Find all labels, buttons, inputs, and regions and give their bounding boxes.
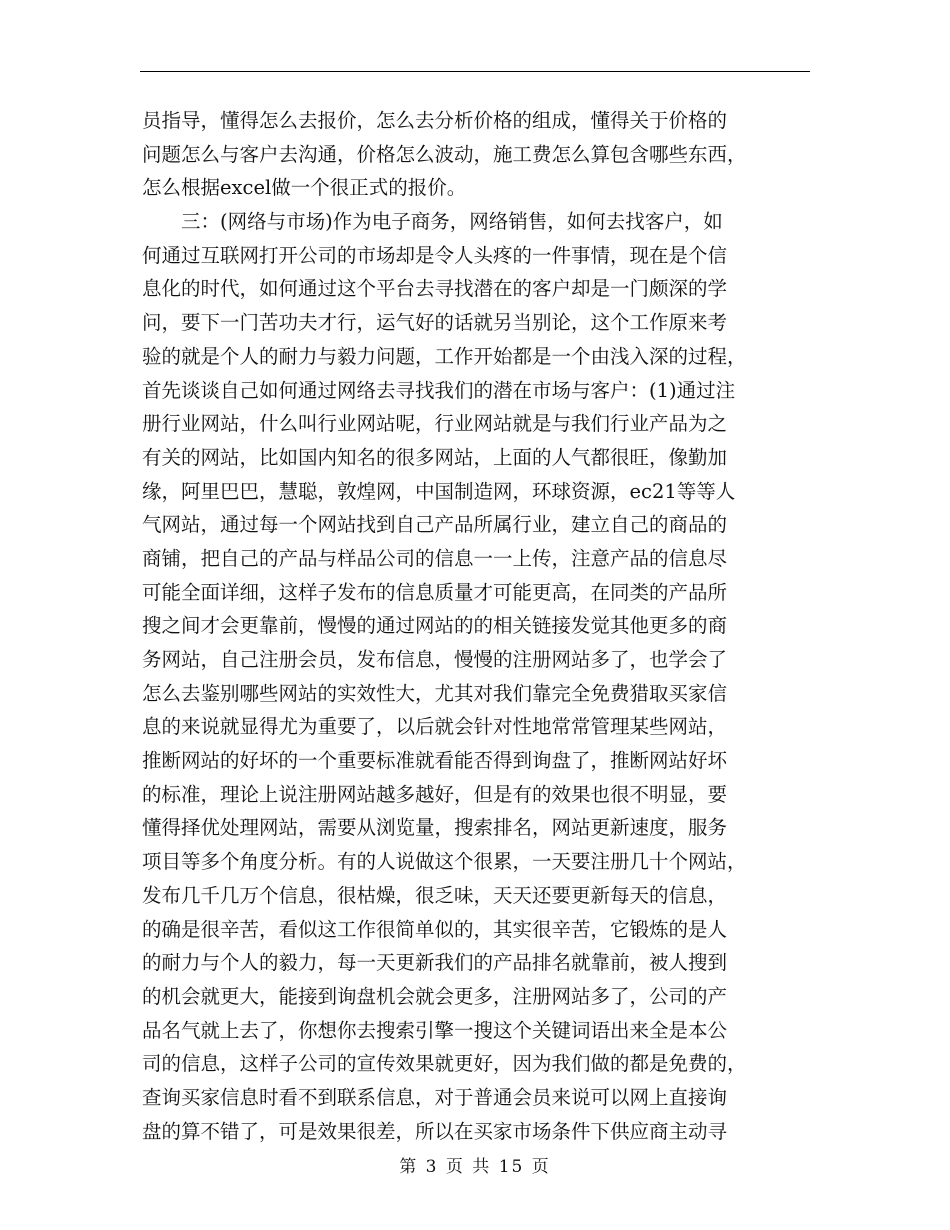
text-line: 发布几千几万个信息，很枯燥，很乏味，天天还要更新每天的信息，	[142, 883, 728, 907]
text-line: 息化的时代，如何通过这个平台去寻找潜在的客户却是一门颇深的学	[142, 277, 728, 301]
text-line: 推断网站的好坏的一个重要标准就看能否得到询盘了，推断网站好坏	[142, 749, 728, 773]
text-line: 问题怎么与客户去沟通，价格怎么波动，施工费怎么算包含哪些东西，	[142, 142, 747, 166]
text-line: 盘的算不错了，可是效果很差，所以在买家市场条件下供应商主动寻	[142, 1119, 728, 1143]
text-line: 有关的网站，比如国内知名的很多网站，上面的人气都很旺，像勤加	[142, 445, 728, 469]
text-line: 务网站，自己注册会员，发布信息，慢慢的注册网站多了，也学会了	[142, 648, 728, 671]
text-line: 品名气就上去了，你想你去搜索引擎一搜这个关键词语出来全是本公	[142, 1018, 728, 1042]
text-line: 首先谈谈自己如何通过网络去寻找我们的潜在市场与客户：(1)通过注	[142, 378, 736, 402]
text-line: 气网站，通过每一个网站找到自己产品所属行业，建立自己的商品的	[142, 513, 728, 537]
text-line: 的标准，理论上说注册网站越多越好，但是有的效果也很不明显，要	[142, 782, 728, 806]
page-number-footer: 第 3 页 共 15 页	[399, 1157, 551, 1177]
text-line: 项目等多个角度分析。有的人说做这个很累，一天要注册几十个网站，	[142, 850, 747, 874]
text-line: 的确是很辛苦，看似这工作很简单似的，其实很辛苦，它锻炼的是人	[142, 917, 728, 941]
text-line: 缘，阿里巴巴，慧聪，敦煌网，中国制造网，环球资源，ec21等等人	[142, 479, 736, 503]
text-line: 怎么去鉴别哪些网站的实效性大，尤其对我们靠完全免费猎取买家信	[142, 681, 728, 705]
text-line: 何通过互联网打开公司的市场却是令人头疼的一件事情，现在是个信	[142, 243, 728, 267]
header-rule	[140, 71, 810, 72]
text-line: 的机会就更大，能接到询盘机会就会更多，注册网站多了，公司的产	[142, 984, 728, 1008]
text-line: 搜之间才会更靠前，慢慢的通过网站的的相关链接发觉其他更多的商	[142, 614, 728, 638]
text-line: 息的来说就显得尤为重要了，以后就会针对性地常常管理某些网站，	[142, 715, 728, 739]
text-line: 司的信息，这样子公司的宣传效果就更好，因为我们做的都是免费的，	[142, 1052, 747, 1076]
text-line: 怎么根据excel做一个很正式的报价。	[142, 176, 467, 200]
body-text	[142, 104, 810, 1148]
text-line: 可能全面详细，这样子发布的信息质量才可能更高，在同类的产品所	[142, 580, 728, 604]
text-line: 懂得择优处理网站，需要从浏览量，搜索排名，网站更新速度，服务	[142, 816, 728, 840]
text-line: 问，要下一门苦功夫才行，运气好的话就另当别论，这个工作原来考	[142, 311, 728, 335]
text-line: 册行业网站，什么叫行业网站呢，行业网站就是与我们行业产品为之	[142, 412, 728, 436]
text-line: 员指导，懂得怎么去报价，怎么去分析价格的组成，懂得关于价格的	[142, 109, 728, 132]
text-line: 查询买家信息时看不到联系信息，对于普通会员来说可以网上直接询	[142, 1085, 728, 1109]
text-line: 的耐力与个人的毅力，每一天更新我们的产品排名就靠前，被人搜到	[142, 951, 728, 975]
text-line: 商铺，把自己的产品与样品公司的信息一一上传，注意产品的信息尽	[142, 546, 728, 570]
paragraph-start-line: 三：(网络与市场)作为电子商务，网络销售，如何去找客户，如	[181, 210, 723, 234]
text-line: 验的就是个人的耐力与毅力问题，工作开始都是一个由浅入深的过程，	[142, 344, 747, 368]
